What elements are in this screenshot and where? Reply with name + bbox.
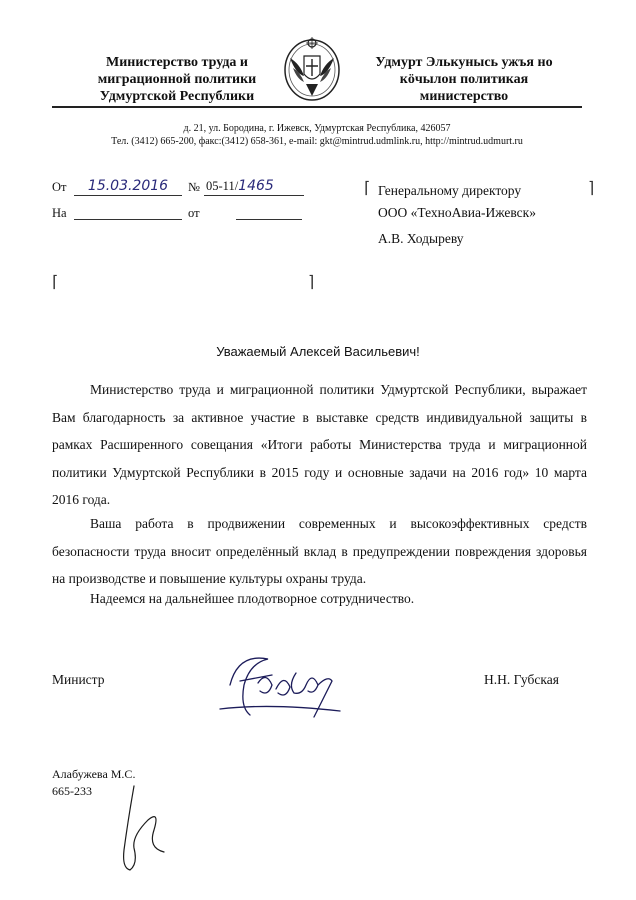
- reply-date-field: [236, 204, 302, 220]
- reply-to-label: На: [52, 206, 67, 220]
- ministry-name-line: миграционной политики: [97, 72, 257, 87]
- header-divider: [52, 106, 582, 108]
- signatory-title: Министр: [52, 672, 105, 687]
- signatory-name: Н.Н. Губская: [484, 672, 559, 687]
- addressee-bracket-left: ⌈: [364, 178, 371, 197]
- reply-date-label: от: [188, 206, 200, 220]
- executor-phone: 665-233: [52, 784, 92, 798]
- executor-name: Алабужева М.С.: [52, 767, 136, 781]
- salutation: Уважаемый Алексей Васильевич!: [216, 344, 420, 359]
- ministry-name-line: Удмурт Элькунысь ужъя но: [375, 55, 553, 70]
- addressee-name: А.В. Ходыреву: [378, 231, 464, 246]
- from-label: От: [52, 180, 67, 194]
- ministry-name-line: министерство: [419, 89, 509, 104]
- udmurt-coat-of-arms-icon: [282, 34, 342, 102]
- outgoing-number-field: [204, 178, 304, 196]
- body-paragraph: Ваша работа в продвижении современных и высокоэффективных средств безопасности труда вносит определённый вклад в предупреждении повреждения здоровья на производстве и повышение культуры охраны труда.: [52, 516, 587, 586]
- addressee-position: Генеральному директору: [378, 183, 522, 198]
- body-paragraph: Министерство труда и миграционной политики Удмуртской Республики, выражает Вам благодарность за активное участие в выставке средств индивидуальной защиты в рамках Расширенного совещания «Итоги работы Министерства труда и миграционной политики Удмуртской Республики в 2015 году и основные задачи на 2016 год» 10 марта 2016 года.: [52, 382, 587, 507]
- body-paragraph: Надеемся на дальнейшее плодотворное сотрудничество.: [90, 591, 415, 606]
- ministry-address: д. 21, ул. Бородина, г. Ижевск, Удмуртская Республика, 426057: [183, 123, 451, 134]
- subject-bracket-left: ⌈: [52, 272, 59, 291]
- addressee-block: [378, 180, 536, 250]
- ministry-contacts: [52, 122, 582, 148]
- addressee-company: ООО «ТехноАвиа-Ижевск»: [378, 205, 536, 220]
- ministry-phone-email: Тел. (3412) 665-200, факс:(3412) 658-361, e-mail: gkt@mintrud.udmlink.ru, http://mintrud.udmurt.ru: [111, 136, 523, 147]
- ministry-name-line: кӧчылон политикая: [399, 72, 529, 87]
- outgoing-number-handwritten: 1465: [238, 178, 274, 194]
- number-label: №: [188, 180, 200, 194]
- addressee-bracket-right: ⌉: [588, 178, 595, 197]
- outgoing-number-prefix: 05-11/: [206, 179, 239, 193]
- executor-handwritten-mark: [104, 780, 174, 880]
- minister-handwritten-signature: [210, 645, 350, 725]
- ministry-name-line: Министерство труда и: [106, 55, 248, 70]
- outgoing-date-field: [74, 178, 182, 196]
- ministry-name-russian: [62, 54, 292, 105]
- subject-bracket-right: ⌉: [308, 272, 315, 291]
- reply-to-number-field: [74, 204, 182, 220]
- outgoing-date: 15.03.2016: [87, 178, 169, 194]
- ministry-name-line: Удмуртской Республики: [99, 89, 255, 104]
- ministry-name-udmurt: [355, 54, 573, 105]
